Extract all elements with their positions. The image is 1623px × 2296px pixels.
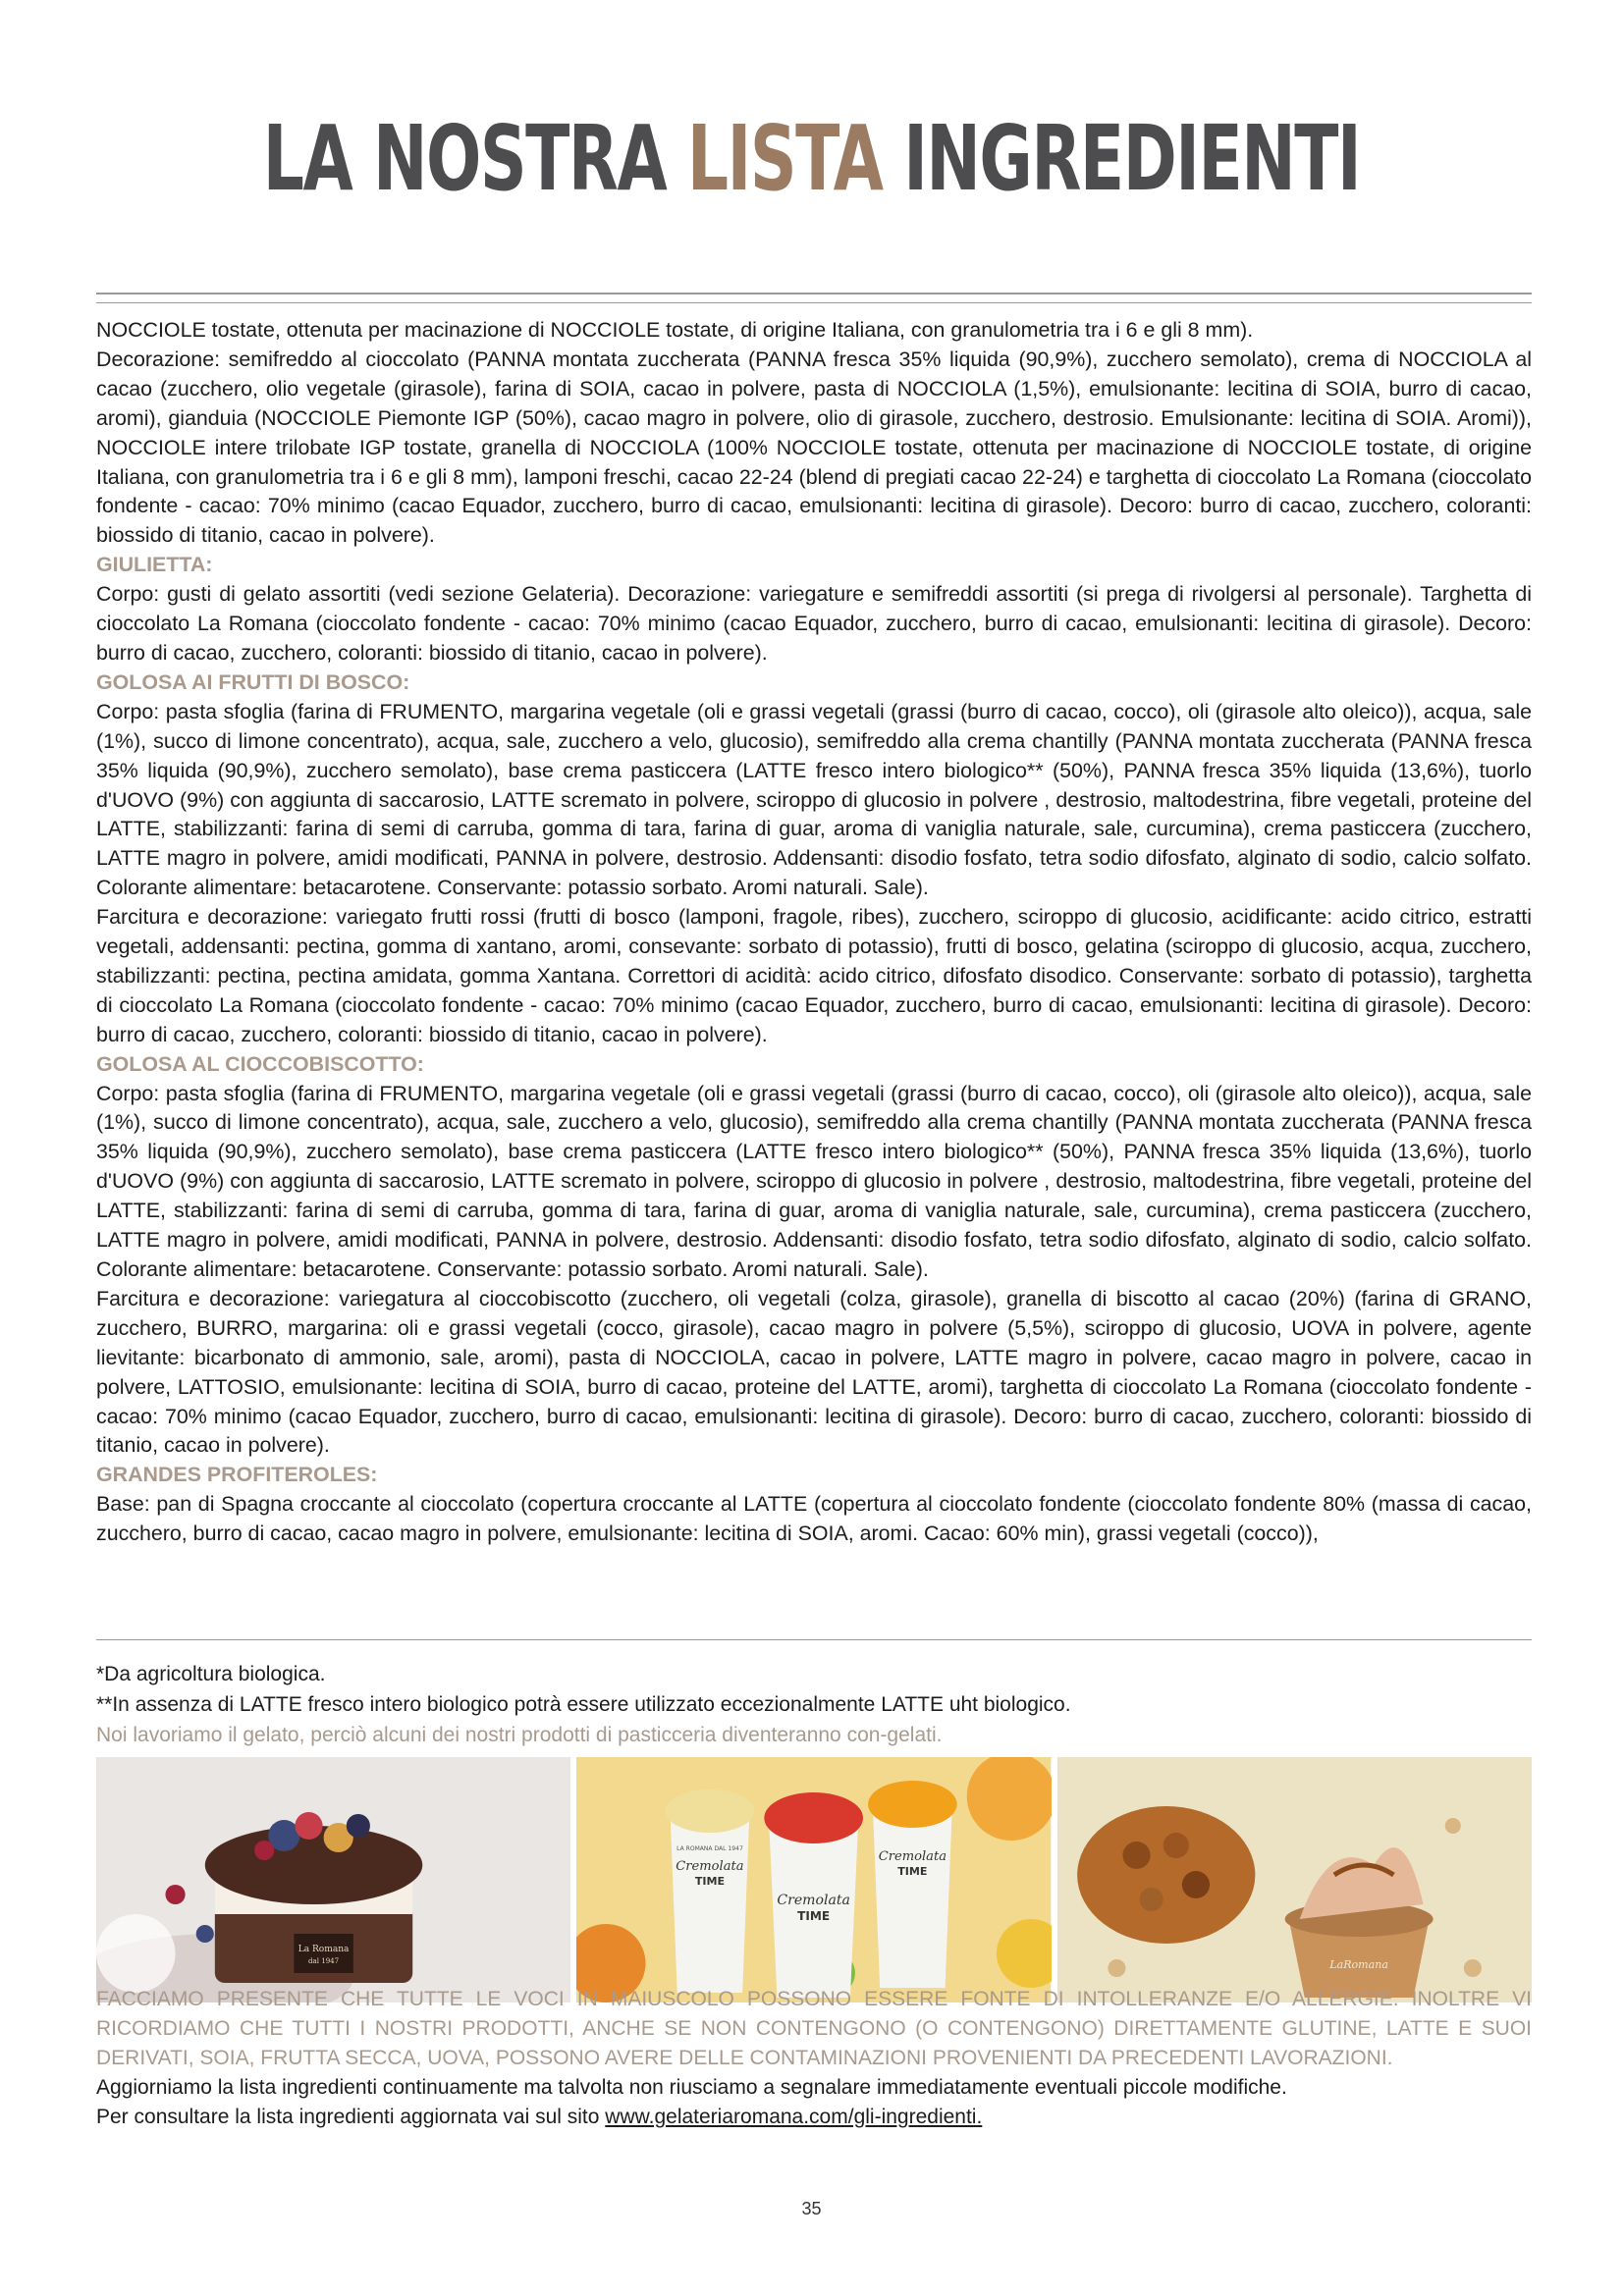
top-divider-thin bbox=[96, 302, 1532, 303]
ingredients-link[interactable]: www.gelateriaromana.com/gli-ingredienti. bbox=[605, 2106, 983, 2128]
title-part-1: LA NOSTRA bbox=[262, 106, 687, 211]
title-part-3: INGREDIENTI bbox=[882, 106, 1361, 211]
cake-plaque-year: dal 1947 bbox=[308, 1956, 340, 1965]
footnote-organic: *Da agricoltura biologica. bbox=[96, 1663, 326, 1685]
ingredients-paragraph: Corpo: gusti di gelato assortiti (vedi sezione Gelateria). Decorazione: variegature e semifreddi assortiti (si prega di rivolgersi al personale). Targhetta di cioccolato La Romana (cioccolato fondente - cacao: 70% minimo (cacao Equador, zucchero, burro di cacao, emulsionanti: lecitina di girasole). Decoro: burro di cacao, zucchero, coloranti: biossido di titanio, cacao in polvere). bbox=[96, 582, 1532, 665]
cup-brand-label: Cremolata bbox=[676, 1859, 744, 1874]
cup-brand-label: Cremolata bbox=[879, 1849, 947, 1864]
nuts-gelato-photo bbox=[1057, 1757, 1532, 2002]
ingredients-paragraph: Decorazione: semifreddo al cioccolato (PANNA montata zuccherata (PANNA fresca 35% liquida (90,9%), zucchero semolato), crema di NOCCIOLA al cacao (zucchero, olio vegetale (girasole), farina di SOIA, cacao in polvere, pasta di NOCCIOLA (1,5%), emulsionante: lecitina di SOIA, burro di cacao, aromi), gianduia (NOCCIOLE Piemonte IGP (50%), cacao magro in polvere, olio di girasole, zucchero, destrosio. Emulsionante: lecitina di SOIA. Aromi)), NOCCIOLE intere trilobate IGP tostate, granella di NOCCIOLA (100% NOCCIOLE tostate, ottenuta per macinazione di NOCCIOLE tostate, di origine Italiana, con granulometria tra i 6 e gli 8 mm), lamponi freschi, cacao 22-24 (blend di pregiati cacao 22-24) e targhetta di cioccolato La Romana (cioccolato fondente - cacao: 70% minimo (cacao Equador, zucchero, burro di cacao, emulsionanti: lecitina di girasole). Decoro: burro di cacao, zucchero, coloranti: biossido di titanio, cacao in polvere). bbox=[96, 347, 1532, 548]
cup-top-label: LA ROMANA DAL 1947 bbox=[676, 1845, 744, 1852]
footnotes bbox=[96, 1659, 1532, 1750]
allergy-notice bbox=[96, 1985, 1532, 2132]
ingredients-paragraph: Corpo: pasta sfoglia (farina di FRUMENTO, margarina vegetale (oli e grassi vegetali (grassi (burro di cacao, cocco), oli (girasole alto oleico)), acqua, sale (1%), succo di limone concentrato), acqua, sale, zucchero a velo, glucosio), semifreddo alla crema chantilly (PANNA montata zuccherata (PANNA fresca 35% liquida (90,9%), zucchero semolato), base crema pasticcera (LATTE fresco intero biologico** (50%), PANNA fresca 35% liquida (13,6%), tuorlo d'UOVO (9%) con aggiunta di saccarosio, LATTE scremato in polvere, sciroppo di glucosio in polvere , destrosio, maltodestrina, fibre vegetali, proteine del LATTE, stabilizzanti: farina di semi di carruba, gomma di tara, farina di guar, aroma di vaniglia naturale, sale, curcumina), crema pasticcera (zucchero, LATTE magro in polvere, amidi modificati, PANNA in polvere, destrosio. Addensanti: disodio fosfato, tetra sodio difosfato, alginato di sodio, calcio solfato. Colorante alimentare: betacarotene. Conservante: potassio sorbato. Aromi naturali. Sale). bbox=[96, 699, 1532, 900]
section-heading-golosa-frutti: GOLOSA AI FRUTTI DI BOSCO: bbox=[96, 669, 410, 694]
bowl-label: LaRomana bbox=[1328, 1958, 1388, 1971]
ingredients-paragraph: Farcitura e decorazione: variegato frutti rossi (frutti di bosco (lamponi, fragole, ribes), zucchero, sciroppo di glucosio, acidificante: acido citrico, estratti vegetali, addensanti: pectina, gomma di xantano, aromi, consevante: sorbato di potassio), frutti di bosco, gelatina (sciroppo di glucosio, acqua, zucchero, stabilizzanti: pectina, pectina amidata, gomma Xantana. Correttori di acidità: acido citrico, difosfato disodico. Conservante: sorbato di potassio), targhetta di cioccolato La Romana (cioccolato fondente - cacao: 70% minimo (cacao Equador, zucchero, burro di cacao, emulsionanti: lecitina di girasole). Decoro: burro di cacao, zucchero, coloranti: biossido di titanio, cacao in polvere). bbox=[96, 905, 1532, 1046]
section-heading-giulietta: GIULIETTA: bbox=[96, 553, 213, 577]
ingredients-paragraph: Corpo: pasta sfoglia (farina di FRUMENTO, margarina vegetale (oli e grassi vegetali (grassi (burro di cacao, cocco), oli (girasole alto oleico)), acqua, sale (1%), succo di limone concentrato), acqua, sale, zucchero a velo, glucosio), semifreddo alla crema chantilly (PANNA montata zuccherata (PANNA fresca 35% liquida (90,9%), zucchero semolato), base crema pasticcera (LATTE fresco intero biologico** (50%), PANNA fresca 35% liquida (13,6%), tuorlo d'UOVO (9%) con aggiunta di saccarosio, LATTE scremato in polvere, sciroppo di glucosio in polvere , destrosio, maltodestrina, fibre vegetali, proteine del LATTE, stabilizzanti: farina di semi di carruba, gomma di tara, farina di guar, aroma di vaniglia naturale, sale, curcumina), crema pasticcera (zucchero, LATTE magro in polvere, amidi modificati, PANNA in polvere, destrosio. Addensanti: disodio fosfato, tetra sodio difosfato, alginato di sodio, calcio solfato. Colorante alimentare: betacarotene. Conservante: potassio sorbato. Aromi naturali. Sale). bbox=[96, 1081, 1532, 1281]
page-title bbox=[227, 106, 1395, 211]
footnote-congelati: Noi lavoriamo il gelato, perciò alcuni dei nostri prodotti di pasticceria diventeranno con-gelati. bbox=[96, 1724, 943, 1746]
section-heading-grandes-profiteroles: GRANDES PROFITEROLES: bbox=[96, 1463, 378, 1487]
bottom-divider bbox=[96, 1639, 1532, 1640]
cake-photo bbox=[96, 1757, 570, 2002]
cup-brand-label: Cremolata bbox=[777, 1893, 851, 1908]
ingredients-paragraph: NOCCIOLE tostate, ottenuta per macinazione di NOCCIOLE tostate, di origine Italiana, con granulometria tra i 6 e gli 8 mm). bbox=[96, 318, 1254, 342]
consult-note bbox=[96, 2103, 1532, 2132]
photo-strip bbox=[96, 1757, 1532, 2002]
cup-brand-time: TIME bbox=[897, 1865, 928, 1878]
ingredients-paragraph: Farcitura e decorazione: variegatura al cioccobiscotto (zucchero, oli vegetali (colza, girasole), granella di biscotto al cacao (20%) (farina di GRANO, zucchero, BURRO, margarina: oli e grassi vegetali (cocco, girasole), cacao magro in polvere (5,5%), sciroppo di glucosio, UOVA in polvere, agente lievitante: bicarbonato di ammonio, sale, aromi), pasta di NOCCIOLA, cacao in polvere, LATTE magro in polvere, cacao magro in polvere, cacao in polvere, LATTOSIO, emulsionante: lecitina di SOIA, burro di cacao, proteine del LATTE, aromi), targhetta di cioccolato La Romana (cioccolato fondente - cacao: 70% minimo (cacao Equador, zucchero, burro di cacao, emulsionanti: lecitina di girasole). Decoro: burro di cacao, zucchero, coloranti: biossido di titanio, cacao in polvere). bbox=[96, 1286, 1532, 1458]
consult-prefix: Per consultare la lista ingredienti aggiornata vai sul sito bbox=[96, 2106, 606, 2128]
ingredients-paragraph: Base: pan di Spagna croccante al cioccolato (copertura croccante al LATTE (copertura al cioccolato fondente (cioccolato fondente 80% (massa di cacao, zucchero, burro di cacao, cacao magro in polvere, emulsionante: lecitina di SOIA, aromi. Cacao: 60% min), grassi vegetali (cocco)), bbox=[96, 1492, 1532, 1546]
cremolata-photo bbox=[576, 1757, 1051, 2002]
allergy-warning: FACCIAMO PRESENTE CHE TUTTE LE VOCI IN MAIUSCOLO POSSONO ESSERE FONTE DI INTOLLERANZE E/O ALLERGIE. INOLTRE VI RICORDIAMO CHE TUTTI I NOSTRI PRODOTTI, ANCHE SE NON CONTENGONO (O CONTENGONO) DIRETTAMENTE GLUTINE, LATTE E SUOI DERIVATI, SOIA, FRUTTA SECCA, UOVA, POSSONO AVERE DELLE CONTAMINAZIONI PROVENIENTI DA PRECEDENTI LAVORAZIONI. bbox=[96, 1988, 1532, 2069]
page-number: 35 bbox=[801, 2199, 822, 2218]
update-note: Aggiorniamo la lista ingredienti continuamente ma talvolta non riusciamo a segnalare immediatamente eventuali piccole modifiche. bbox=[96, 2076, 1287, 2099]
cup-brand-time: TIME bbox=[695, 1875, 726, 1888]
cake-plaque-text: La Romana bbox=[298, 1945, 350, 1954]
footnote-milk: **In assenza di LATTE fresco intero biologico potrà essere utilizzato eccezionalmente LATTE uht biologico. bbox=[96, 1693, 1071, 1716]
cup-brand-time: TIME bbox=[797, 1909, 831, 1923]
top-divider bbox=[96, 293, 1532, 294]
title-part-2: LISTA bbox=[686, 106, 883, 211]
ingredients-body bbox=[96, 316, 1532, 1549]
section-heading-golosa-cioccobiscotto: GOLOSA AL CIOCCOBISCOTTO: bbox=[96, 1051, 424, 1076]
